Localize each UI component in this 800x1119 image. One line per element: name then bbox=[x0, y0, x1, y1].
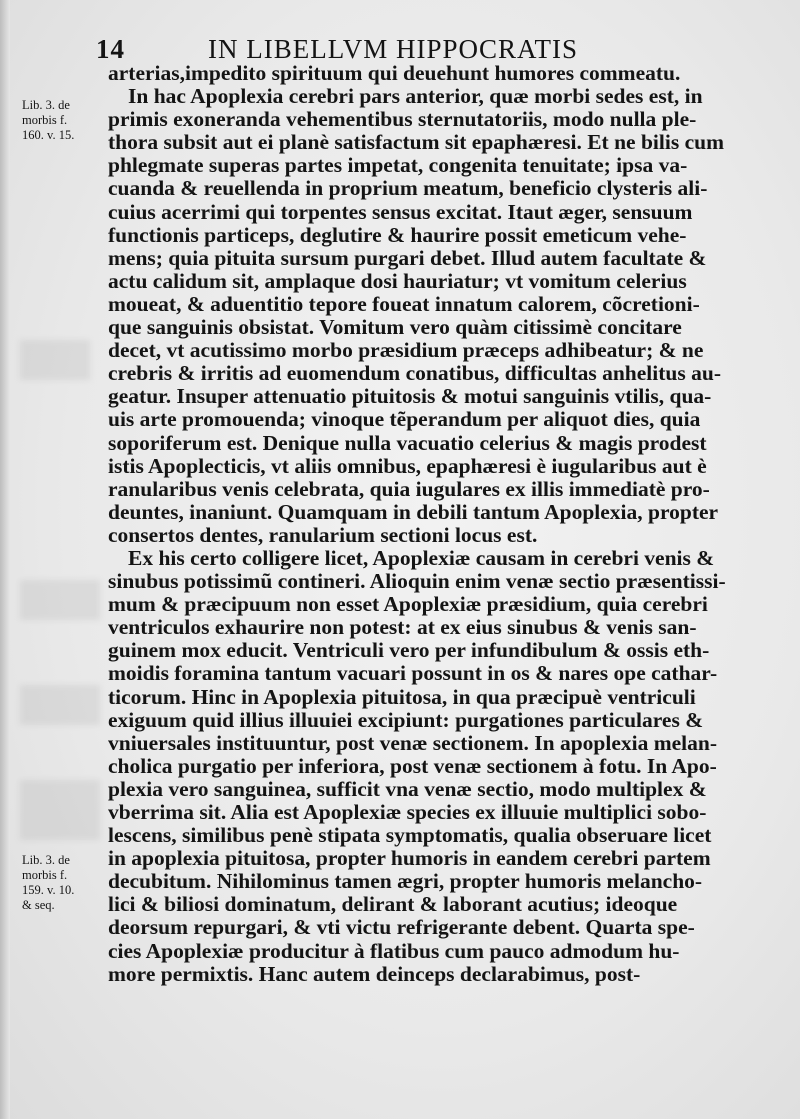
text-line: deuntes, inaniunt. Quamquam in debili tantum Apoplexia, propter bbox=[108, 500, 719, 524]
text-line: plexia vero sanguinea, sufficit vna venæ sectio, modo multiplex & bbox=[108, 777, 707, 801]
text-line: guinem mox educit. Ventriculi vero per infundibulum & ossis eth- bbox=[108, 639, 710, 663]
show-through-smudge bbox=[20, 580, 100, 620]
text-line: Ex his certo colligere licet, Apoplexiæ causam in cerebri venis & bbox=[128, 546, 715, 570]
text-line: cholica purgatio per inferiora, post venæ sectionem à fotu. In Apo- bbox=[108, 754, 717, 778]
margin-note-line: morbis f. bbox=[22, 868, 68, 882]
margin-note-2 bbox=[22, 853, 74, 913]
text-line: deorsum repurgari, & vti victu refrigerante debent. Quarta spe- bbox=[108, 916, 695, 940]
text-line: lici & biliosi dominatum, delirant & laborant acutius; ideoque bbox=[108, 893, 678, 917]
text-line: que sanguinis obsistat. Vomitum vero quàm citissimè concitare bbox=[108, 316, 682, 340]
margin-note-line: Lib. 3. de bbox=[22, 98, 70, 112]
text-line: ventriculos exhaurire non potest: at ex eius sinubus & venis san- bbox=[108, 616, 697, 640]
text-line: moueat, & aduentitio tepore foueat innatum calorem, cõcretioni- bbox=[108, 292, 700, 316]
text-line: decubitum. Nihilominus tamen ægri, propter humoris melancho- bbox=[108, 870, 703, 894]
text-line: mens; quia pituita sursum purgari debet. Illud autem facultate & bbox=[108, 246, 707, 270]
text-line: moidis foramina tantum vacuari possunt in os & nares ope cathar- bbox=[108, 662, 718, 686]
text-line: arterias,impedito spirituum qui deuehunt humores commeatu. bbox=[108, 62, 681, 85]
show-through-smudge bbox=[20, 780, 100, 840]
text-line: ranularibus venis celebrata, quia iugulares ex illis immediatè pro- bbox=[108, 477, 710, 501]
page-edge-shadow bbox=[0, 0, 10, 1119]
text-line: sinubus potissimũ contineri. Alioquin enim venæ sectio præsentissi- bbox=[108, 570, 726, 594]
text-line: uis arte promouenda; vinoque tẽperandum per aliquot dies, quia bbox=[108, 408, 701, 432]
text-line: thora subsit aut ei planè satisfactum sit epaphæresi. Et ne bilis cum bbox=[108, 131, 724, 155]
text-line: phlegmate superas partes impetat, congenita tenuitate; ipsa va- bbox=[108, 154, 688, 178]
text-line: soporiferum est. Denique nulla vacuatio celerius & magis prodest bbox=[108, 431, 707, 455]
text-line: geatur. Insuper attenuatio pituitosis & motui sanguinis vtilis, qua- bbox=[108, 385, 712, 409]
text-line: primis exoneranda vehementibus sternutatoriis, modo nulla ple- bbox=[108, 108, 697, 132]
text-line: istis Apoplecticis, vt aliis omnibus, epaphæresi è iugularibus aut è bbox=[108, 454, 707, 478]
margin-note-line: 160. v. 15. bbox=[22, 128, 75, 142]
page-header bbox=[96, 34, 616, 64]
text-line: consertos dentes, ranularium sectioni locus est. bbox=[108, 523, 538, 547]
text-line: decet, vt acutissimo morbo præsidium præceps adhibeatur; & ne bbox=[108, 339, 704, 363]
text-line: cuanda & reuellenda in proprium meatum, beneficio clysteris ali- bbox=[108, 177, 708, 201]
margin-note-line: & seq. bbox=[22, 898, 55, 912]
text-line: more permixtis. Hanc autem deinceps declarabimus, post- bbox=[108, 962, 641, 986]
text-line: cies Apoplexiæ producitur à flatibus cum pauco admodum hu- bbox=[108, 939, 680, 963]
text-line: mum & præcipuum non esset Apoplexiæ præsidium, quia cerebri bbox=[108, 593, 708, 617]
text-line: crebris & irritis ad euomendum conatibus, difficultas anhelitus au- bbox=[108, 362, 721, 386]
margin-note-1 bbox=[22, 98, 74, 143]
text-line: in apoplexia pituitosa, propter humoris in eandem cerebri partem bbox=[108, 847, 711, 871]
text-line: actu calidum sit, amplaque dosi hauriatur; vt vomitum celerius bbox=[108, 269, 687, 293]
margin-note-line: 159. v. 10. bbox=[22, 883, 75, 897]
running-title: IN LIBELLVM HIPPOCRATIS bbox=[208, 34, 579, 64]
text-line: vniuersales instituuntur, post venæ sectionem. In apoplexia melan- bbox=[108, 731, 718, 755]
margin-note-line: morbis f. bbox=[22, 113, 68, 127]
text-line: lescens, similibus penè stipata symptomatis, qualia obseruare licet bbox=[108, 824, 712, 848]
text-line: cuius acerrimi qui torpentes sensus excitat. Itaut æger, sensuum bbox=[108, 200, 693, 224]
show-through-smudge bbox=[20, 685, 100, 725]
text-line: functionis particeps, deglutire & haurire possit emeticum vehe- bbox=[108, 223, 687, 247]
page-number: 14 bbox=[96, 34, 125, 64]
text-line: In hac Apoplexia cerebri pars anterior, quæ morbi sedes est, in bbox=[128, 85, 703, 109]
text-line: exiguum quid illius illuuiei excipiunt: purgationes particulares & bbox=[108, 708, 704, 732]
show-through-smudge bbox=[20, 340, 90, 380]
body-text bbox=[108, 62, 738, 986]
text-line: vberrima sit. Alia est Apoplexiæ species ex illuuie multiplici sobo- bbox=[108, 801, 707, 824]
text-line: ticorum. Hinc in Apoplexia pituitosa, in qua præcipuè ventriculi bbox=[108, 685, 696, 709]
margin-note-line: Lib. 3. de bbox=[22, 853, 70, 867]
